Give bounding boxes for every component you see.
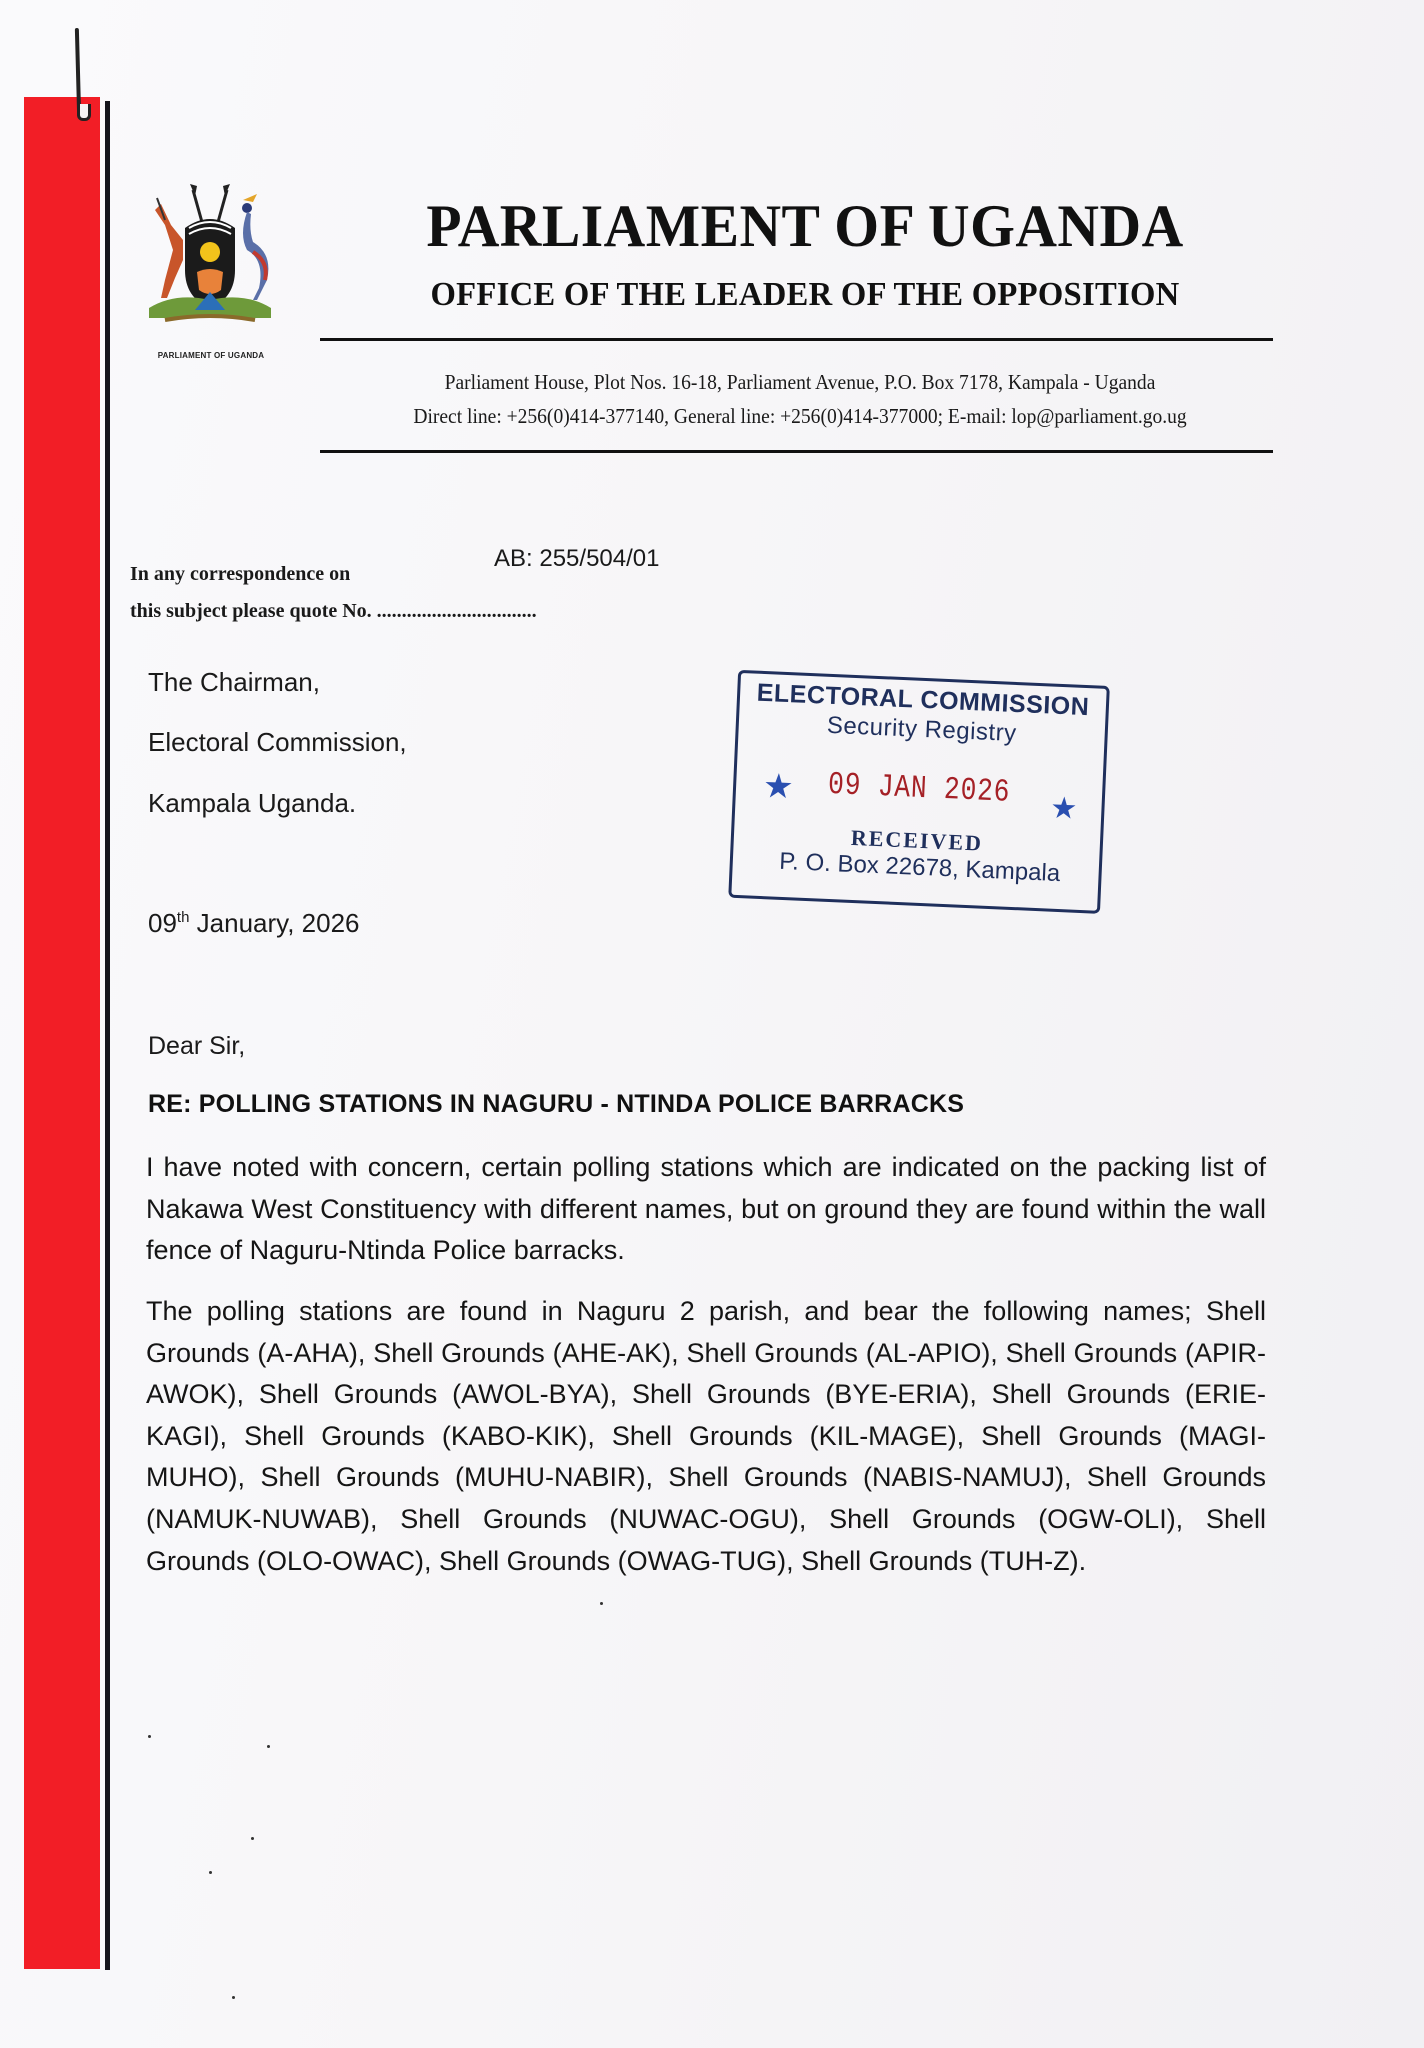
- star-icon: ★: [762, 767, 795, 807]
- reference-note-line1: In any correspondence on: [130, 563, 351, 585]
- header-divider-bottom: [320, 450, 1273, 453]
- date-rest: January, 2026: [189, 908, 360, 938]
- letterhead-title: PARLIAMENT OF UGANDA: [426, 193, 1184, 259]
- letterhead-subtitle: OFFICE OF THE LEADER OF THE OPPOSITION: [430, 276, 1180, 313]
- reference-note-line2: this subject please quote No. ................................: [130, 600, 537, 622]
- paper-speck: [251, 1837, 254, 1840]
- stamp-date: 09 JAN 2026: [827, 765, 1012, 811]
- addressee-line1: The Chairman,: [148, 667, 320, 697]
- date-day: 09: [148, 908, 177, 938]
- black-margin-rule: [105, 101, 110, 1970]
- received-stamp: [728, 670, 1118, 916]
- date-suffix: th: [176, 909, 190, 926]
- paper-speck: [600, 1602, 603, 1605]
- salutation: Dear Sir,: [148, 1032, 246, 1060]
- reference-number: AB: 255/504/01: [494, 545, 660, 572]
- star-icon: ★: [1049, 791, 1079, 826]
- subject-line: RE: POLLING STATIONS IN NAGURU - NTINDA POLICE BARRACKS: [148, 1090, 965, 1118]
- header-divider-top: [320, 338, 1273, 341]
- paper-speck: [209, 1871, 212, 1874]
- red-margin-bar: [24, 97, 100, 1969]
- paper-speck: [148, 1735, 151, 1738]
- letterhead-address: Parliament House, Plot Nos. 16-18, Parliament Avenue, P.O. Box 7178, Kampala - Uganda: [444, 370, 1156, 394]
- staple-hook-icon: [77, 104, 91, 121]
- stamp-organization: ELECTORAL COMMISSION: [756, 678, 1090, 722]
- stamp-registry: Security Registry: [826, 711, 1018, 748]
- paper-speck: [267, 1745, 270, 1748]
- body-paragraph-1: I have noted with concern, certain polling stations which are indicated on the packing list of Nakawa West Constituency with different names, but on ground they are found within the wall fence of Naguru-Ntinda Police barracks.: [146, 1152, 1266, 1266]
- letter-date: [148, 908, 360, 939]
- uganda-coat-of-arms-icon: [135, 180, 285, 330]
- letterhead-contacts: Direct line: +256(0)414-377140, General line: +256(0)414-377000; E-mail: lop@parliament.go.ug: [413, 404, 1187, 428]
- addressee-line3: Kampala Uganda.: [148, 788, 357, 818]
- stamp-po-box: P. O. Box 22678, Kampala: [778, 847, 1061, 888]
- addressee-line2: Electoral Commission,: [148, 727, 407, 757]
- stamp-status: RECEIVED: [850, 824, 984, 856]
- paper-speck: [232, 1996, 235, 1999]
- crest-caption: PARLIAMENT OF UGANDA: [157, 351, 265, 360]
- body-paragraph-2: The polling stations are found in Naguru 2 parish, and bear the following names; Shell Grounds (A-AHA), Shell Grounds (AHE-AK), Shell Grounds (AL-APIO), Shell Grounds (APIR-AWOK), Shell Grounds (AWOL-BYA), Shell Grounds (BYE-ERIA), Shell Grounds (ERIE-KAGI), Shell Grounds (KABO-KIK), Shell Grounds (KIL-MAGE), Shell Grounds (MAGI-MUHO), Shell Grounds (MUHU-NABIR), Shell Grounds (NABIS-NAMUJ), Shell Grounds (NAMUK-NUWAB), Shell Grounds (NUWAC-OGU), Shell Grounds (OGW-OLI), Shell Grounds (OLO-OWAC), Shell Grounds (OWAG-TUG), Shell Grounds (TUH-Z).: [146, 1296, 1266, 1576]
